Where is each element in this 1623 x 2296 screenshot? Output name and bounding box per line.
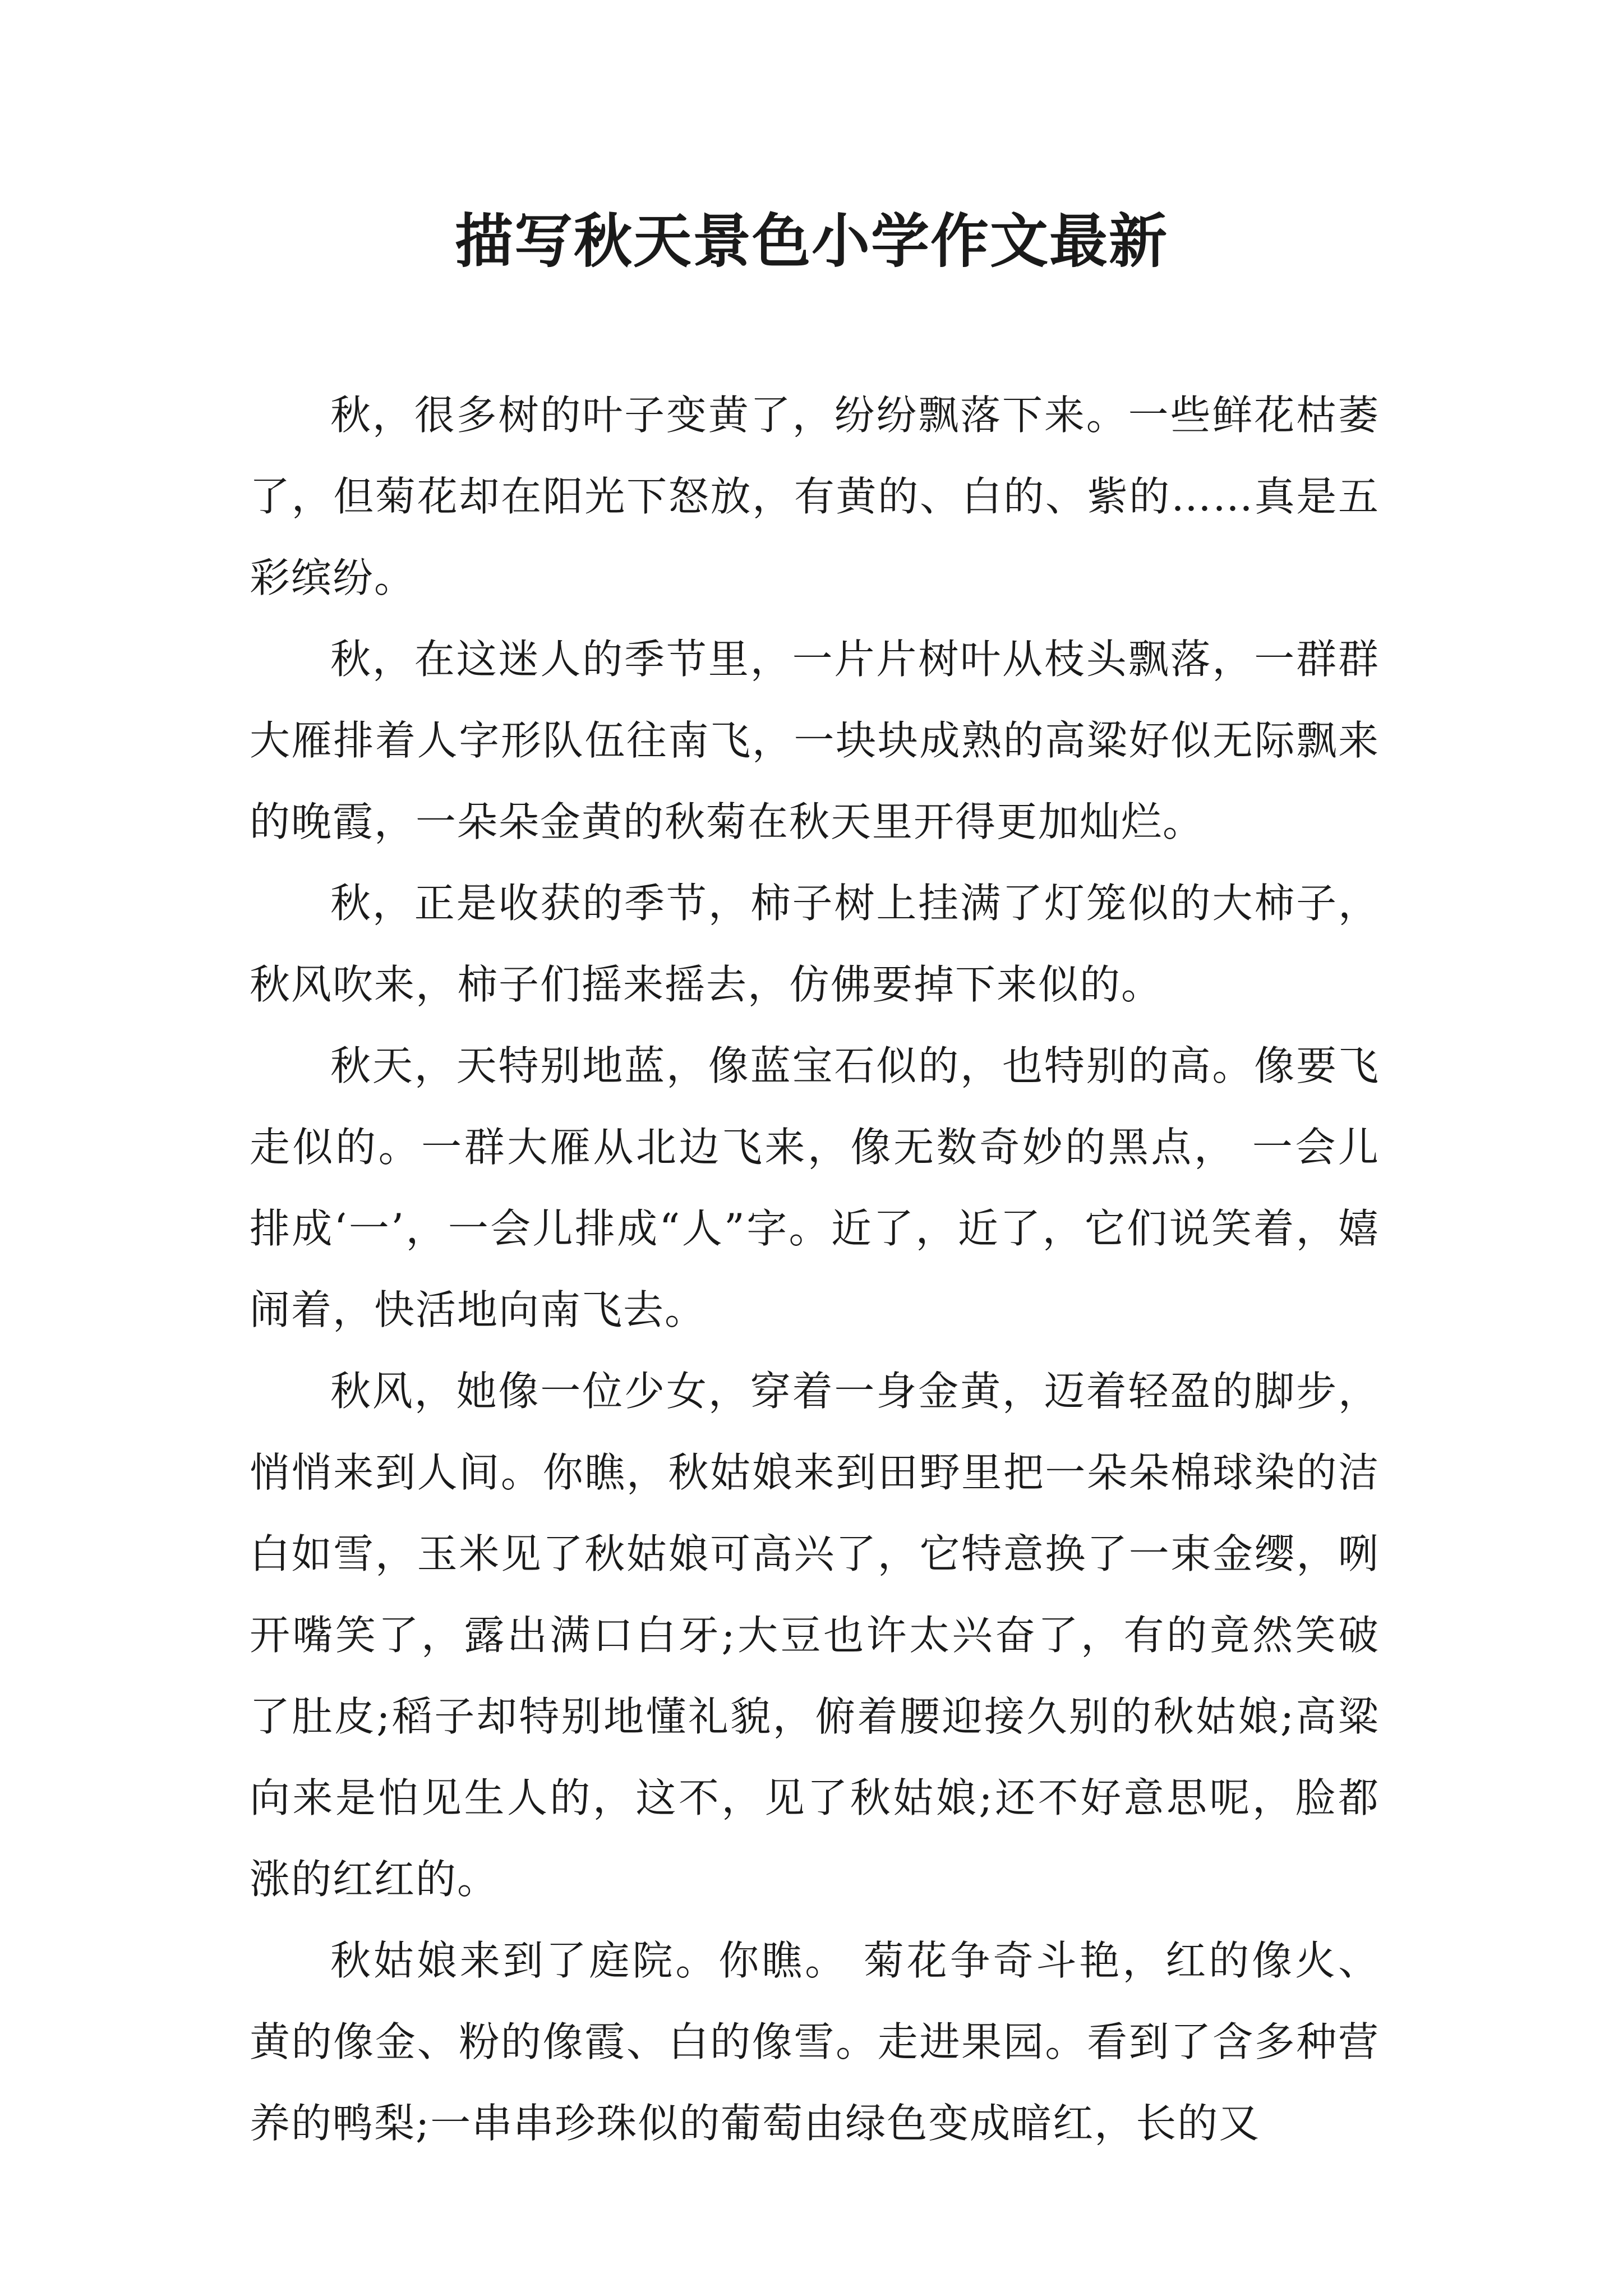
paragraph-5: 秋风，她像一位少女，穿着一身金黄，迈着轻盈的脚步，悄悄来到人间。你瞧，秋姑娘来到田野里把一朵朵棉球染的洁白如雪，玉米见了秋姑娘可高兴了，它特意换了一束金缨，咧开嘴笑了，露出满口白牙;大豆也许太兴奋了，有的竟然笑破了肚皮;稻子却特别地懂礼貌，俯着腰迎接久别的秋姑娘;高粱向来是怕见生人的，这不，见了秋姑娘;还不好意思呢，脸都涨的红红的。 [250, 1368, 1380, 1903]
paragraph-1: 秋，很多树的叶子变黄了，纷纷飘落下来。一些鲜花枯萎了，但菊花却在阳光下怒放，有黄的、白的、紫的……真是五彩缤纷。 [250, 392, 1380, 601]
paragraph-6: 秋姑娘来到了庭院。你瞧。 菊花争奇斗艳，红的像火、黄的像金、粉的像霞、白的像雪。走进果园。看到了含多种营养的鸭梨;一串串珍珠似的葡萄由绿色变成暗红，长的又 [250, 1937, 1380, 2147]
paragraph-2: 秋，在这迷人的季节里，一片片树叶从枝头飘落，一群群大雁排着人字形队伍往南飞，一块块成熟的高粱好似无际飘来的晚霞，一朵朵金黄的秋菊在秋天里开得更加灿烂。 [250, 636, 1380, 845]
paragraph-3: 秋，正是收获的季节，柿子树上挂满了灯笼似的大柿子，秋风吹来，柿子们摇来摇去，仿佛要掉下来似的。 [250, 880, 1380, 1008]
paragraph-4: 秋天，天特别地蓝，像蓝宝石似的，也特别的高。像要飞走似的。一群大雁从北边飞来，像无数奇妙的黑点， 一会儿排成‘一’，一会儿排成“人”字。近了，近了，它们说笑着，嬉闹着，快活地向南飞去。 [250, 1042, 1380, 1333]
document-title: 描写秋天景色小学作文最新 [454, 207, 1168, 275]
document-body [250, 375, 1380, 2164]
